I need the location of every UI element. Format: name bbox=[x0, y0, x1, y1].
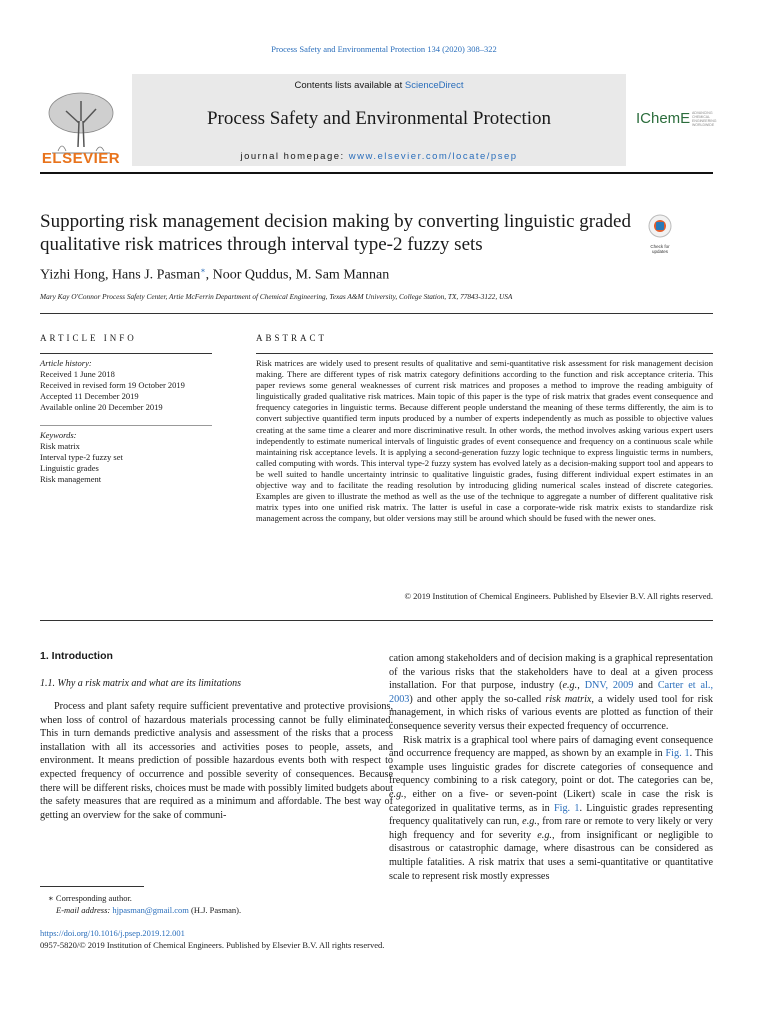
abstract-heading: ABSTRACT bbox=[256, 333, 328, 343]
figure-link[interactable]: Fig. 1 bbox=[553, 802, 580, 814]
footnote-rule bbox=[40, 886, 144, 887]
corresponding-author-mark[interactable]: ∗ bbox=[200, 266, 206, 275]
issn-line: 0957-5820/© 2019 Institution of Chemical Engineers. Published by Elsevier B.V. All rights reserved. bbox=[40, 940, 385, 950]
history-item: Received in revised form 19 October 2019 bbox=[40, 380, 185, 390]
paragraph bbox=[389, 734, 713, 884]
article-info-heading: ARTICLE INFO bbox=[40, 333, 137, 343]
homepage-link[interactable]: www.elsevier.com/locate/psep bbox=[348, 151, 518, 162]
body-right-column bbox=[389, 652, 713, 883]
contents-prefix: Contents lists available at bbox=[294, 80, 405, 91]
keyword-item: Interval type-2 fuzzy set bbox=[40, 452, 123, 462]
header-rule bbox=[40, 172, 713, 174]
email-link[interactable]: hjpasman@gmail.com bbox=[112, 905, 189, 915]
paragraph bbox=[389, 652, 713, 734]
subsection-heading: 1.1. Why a risk matrix and what are its limitations bbox=[40, 678, 242, 689]
history-item: Received 1 June 2018 bbox=[40, 369, 115, 379]
info-rule-top bbox=[40, 353, 212, 354]
email-label: E-mail address: bbox=[56, 905, 111, 915]
info-rule-mid bbox=[40, 425, 212, 426]
keyword-item: Risk matrix bbox=[40, 441, 80, 451]
abstract-rule-bottom bbox=[40, 620, 713, 621]
citation-link[interactable]: DNV, 2009 bbox=[584, 680, 634, 692]
doi-link[interactable]: https://doi.org/10.1016/j.psep.2019.12.001 bbox=[40, 928, 185, 938]
check-for-updates-badge[interactable] bbox=[643, 213, 677, 254]
icheme-logo: IChemE bbox=[636, 110, 691, 127]
keyword-item: Risk management bbox=[40, 474, 102, 484]
section-heading-introduction: 1. Introduction bbox=[40, 650, 113, 662]
authors-first: Yizhi Hong, Hans J. Pasman bbox=[40, 267, 201, 283]
body-left-column bbox=[40, 700, 393, 822]
text-run: , either on a five- or seven-point (Likert) scale in case the risk is categorized in qualitative terms, as in bbox=[389, 788, 713, 814]
text-run: Risk matrix is a graphical tool where pairs of damaging event consequence and occurrence frequency are mapped, as shown by an example in bbox=[389, 734, 713, 760]
text-run: cation among stakeholders and of decision making is a graphical representation of the various risks that the stakeholders have to deal at a given process installation. For that purpose, industry ( bbox=[389, 653, 713, 692]
text-run: e.g. bbox=[562, 680, 578, 692]
footnote-text: Corresponding author. bbox=[55, 893, 132, 903]
history-label: Article history: bbox=[40, 358, 92, 368]
text-run: , from rare or remote to very likely or very high frequency and for severity bbox=[389, 816, 713, 841]
check-updates-label: Check for updates bbox=[650, 244, 670, 254]
authors-rest: , Noor Quddus, M. Sam Mannan bbox=[205, 267, 390, 283]
authors bbox=[40, 266, 389, 284]
check-updates-icon bbox=[643, 213, 677, 239]
journal-citation[interactable]: Process Safety and Environmental Protection 134 (2020) 308–322 bbox=[271, 44, 497, 54]
homepage-line bbox=[132, 151, 626, 162]
citation-link[interactable]: Carter et al., 2003 bbox=[389, 680, 713, 705]
text-run: and bbox=[633, 680, 658, 692]
keyword-item: Linguistic grades bbox=[40, 463, 99, 473]
history-item: Available online 20 December 2019 bbox=[40, 402, 163, 412]
text-run: , a widely used tool for risk management, in which risks of various events are plotted as function of their consequence severity versus their expected frequency of occurrence. bbox=[389, 693, 713, 732]
sciencedirect-link[interactable]: ScienceDirect bbox=[404, 80, 464, 91]
article-history bbox=[40, 358, 212, 413]
text-run: . Linguistic grades representing frequency qualitatively can run, bbox=[389, 802, 713, 828]
footnote-corresponding bbox=[40, 892, 241, 904]
history-item: Accepted 11 December 2019 bbox=[40, 391, 139, 401]
text-run: , bbox=[577, 680, 585, 692]
elsevier-wordmark: ELSEVIER bbox=[41, 150, 121, 167]
paragraph: Process and plant safety require sufficient preventative and protective provisions, when loss of control of hazardous materials processing cannot be fully eliminated. This in turn demands predictive analysis and assessment of the risks that a process installation with all its accessories and activities poses to people, assets, and environment. It means prediction of possible hazardous events both with respect to expected frequency of occurrence and possible severity of consequences. Because there will be different risks, choices must be made with possibly limited budgets about the safety measures that are required as a minimum and affordable. The best way of getting an overview for the sake of communi- bbox=[40, 701, 393, 821]
contents-line bbox=[132, 80, 626, 91]
text-run: e.g. bbox=[522, 816, 537, 828]
text-run: e.g. bbox=[389, 788, 404, 800]
text-run: risk matrix bbox=[545, 693, 592, 705]
article-title: Supporting risk management decision making by converting linguistic graded qualitative risk matrices through interval type-2 fuzzy sets bbox=[40, 211, 631, 255]
abstract-text: Risk matrices are widely used to present results of qualitative and semi-quantitative risk assessment for risk management decision making. There are different types of risk matrix category definitions according to the function and risk acceptance criteria. This paper reviews some general weaknesses of current risk matrices and proposes a method to improve the reading ambiguity of linguistically graded qualitative risk matrices. Main topic of this paper is the type of risk matrix that grades event consequence and frequency categories in linguistic terms. Because different people understand the meaning of these terms differently, the aim is to convert subjective quantified term inputs produced by a number of experts independently as much as possible to objective values creating at the same time a clearer and more discriminative result. In other words, the method involves asking various expert users independently to estimate numerical intervals of linguistic grades of event consequence and frequency on a continuous scale while maintaining risk acceptance levels. It is applying a second-generation fuzzy logic technique to express linguistic terms in numbers, called computing with words. This interval type-2 fuzzy system has evolved lately as a decision-making support tool and appears to be well suited to handle uncertainty intrinsic to qualitative linguistic grades, fusing different individual expert estimates in an objective way and to facilitate the reading resolution by introducing gliding numerical scales instead of discrete categories. Examples are given to illustrate the method as well as the use of the technique to aggregate a number of different qualitative risk matrix types into one unified risk matrix. The latter is useful in case a corporate-wide risk matrix exists to standardize risk management across the company, but older versions may still be around which should be fused with the newer ones. bbox=[256, 358, 713, 524]
keywords bbox=[40, 430, 212, 485]
text-run: e.g. bbox=[537, 829, 552, 841]
footnote-email bbox=[56, 904, 241, 916]
abstract-copyright: © 2019 Institution of Chemical Engineers. Published by Elsevier B.V. All rights reserved. bbox=[404, 591, 713, 601]
homepage-prefix: journal homepage: bbox=[240, 151, 349, 162]
text-run: . This example uses linguistic grades for discrete categories of consequence and frequency combining to a risk category, point or dot. The categories can be, bbox=[389, 748, 713, 787]
keywords-label: Keywords: bbox=[40, 430, 77, 440]
footnote bbox=[40, 892, 241, 916]
text-run: ) and other apply the so-called bbox=[409, 693, 546, 705]
abstract-rule-top bbox=[256, 353, 713, 354]
affiliation-rule bbox=[40, 313, 713, 314]
text-run: , from insignificant or negligible to disastrous or catastrophic damage, where disastrous can be considered as multiple fatalities. A risk matrix that uses a semi-quantitative or quantitative scale to represent risk mostly expresses bbox=[389, 829, 713, 882]
icheme-tagline: ADVANCING CHEMICAL ENGINEERING WORLDWIDE bbox=[692, 111, 717, 127]
email-suffix: (H.J. Pasman). bbox=[188, 905, 242, 915]
journal-title: Process Safety and Environmental Protection bbox=[206, 108, 552, 129]
figure-link[interactable]: Fig. 1 bbox=[665, 748, 690, 760]
footnote-mark: ∗ bbox=[48, 893, 54, 903]
affiliation: Mary Kay O'Connor Process Safety Center, Artie McFerrin Department of Chemical Engineering, Texas A&M University, College Station, TX, 77843-3122, USA bbox=[40, 292, 513, 301]
